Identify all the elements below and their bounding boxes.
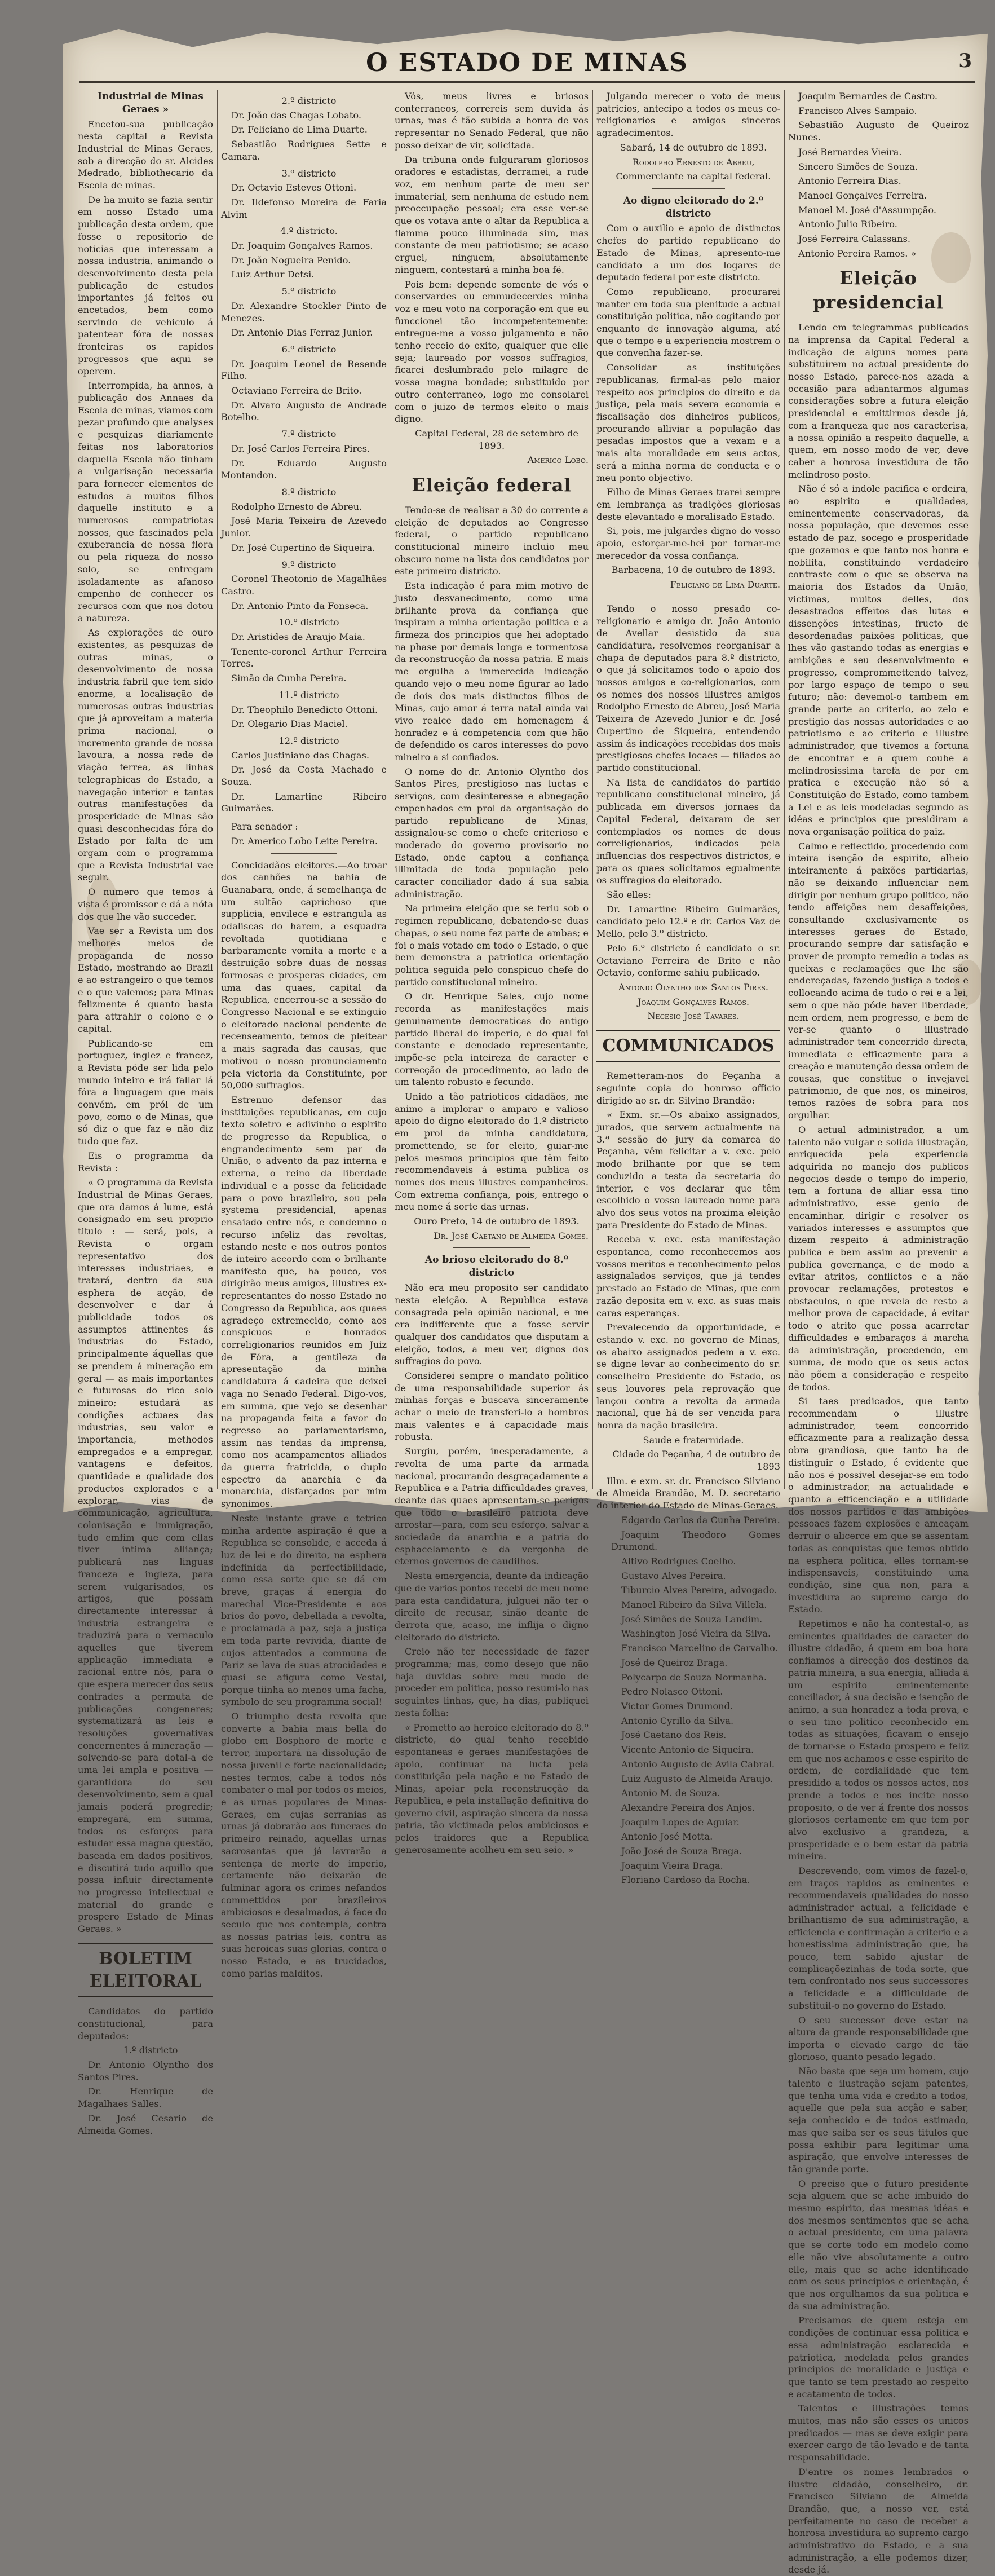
paragraph: O nome do dr. Antonio Olyntho dos Santos Pires, prestigioso nas luctas e serviços, com desinteresse e abnegação empenhados em prol da organisação do partido republicano de Minas, assignalou-se como o chefe criterioso e moderado do governo provisorio no Estado, onde captou a confiança illimitada de toda população pelo caracter conciliador dado á sua sabia administração. xyxy=(395,766,589,899)
signatory-list xyxy=(788,90,969,259)
candidate-name: Dr. José da Costa Machado e Souza. xyxy=(221,764,387,788)
signatory-name: José Bernardes Vieira. xyxy=(798,146,902,157)
paragraph: Estrenuo defensor das instituições republicanas, em cujo texto soletro e adivinho o espirito de progresso da Republica, o engrandecimento sem par da União, o advento da paz interna e externa, o reino da liberdade individual e a posse da felicidade para o povo brazileiro, sou pela systema presidencial, apenas ensaiado entre nós, e condemno o recurso infeliz das revoltas, estando neste e nos outros pontos de inteiro accordo com o brilhante manifesto que, ha pouco, vos dirigirão meus amigos, illustres ex-representantes do nosso Estado no Congresso da Republica, aos quaes agradeço extremecido, como aos conspicuos e honrados correligionarios reunidos em Juiz de Fóra, a gentileza da apresentação da minha candidatura á cadeira que deixei vaga no Senado Federal. Digo-vos, em summa, que vejo se desenhar na propaganda feita a favor do regresso ao parlamentarismo, assim nas tendas da imprensa, como nos acampamentos alliados da guerra fratricida, o duplo espectro da anarchia e da monarchia, disfarçados por mim synonimos. xyxy=(221,1094,387,1510)
paragraph: Talentos e illustrações temos muitos, mas não são esses os unicos predicados — mas se deve exigir para exercer cargo de tão levado e de tanta responsabilidade. xyxy=(788,2403,969,2463)
column-2 xyxy=(221,90,387,1979)
candidate-name: Dr. José Cesario de Almeida Gomes. xyxy=(78,2112,213,2136)
candidate-name: Dr. Eduardo Augusto Montandon. xyxy=(221,457,387,481)
paragraph: Julgando merecer o voto de meus patricios, antecipo a todos os meus co-religionarios e amigos sinceros agradecimentos. xyxy=(596,91,780,139)
signatory-name: Manoel M. José d'Assumpção. xyxy=(798,204,937,215)
paragraph: Consolidar as instituições republicanas, firmal-as pelo maior respeito aos principios do direito e da justiça, pela mais severa economia e fiscalisação dos dinheiros publicos, procurando alliviar a população das pesadas impostos que a vexam e a mais alta moralidade em seus actos, será a minha norma de conducta e o meu ponto objectivo. xyxy=(596,362,780,483)
paragraph: Tendo o nosso presado co-religionario e amigo dr. João Antonio de Avellar desistido da sua candidatura, resolvemos reorganisar a chapa de deputados para 8.º districto, o que já solicitamos todo o apoio dos nossos amigos e co-religionarios, com os nomes dos nossos illustres amigos Rodolpho Ernesto de Abreu, José Maria Teixeira de Azevedo Junior e dr. José Cupertino de Siqueira, entendendo assim ás indicações recebidas dos mais prestigiosos chefes locaes — filiados ao partido constitucional. xyxy=(596,603,780,773)
paragraph: O triumpho desta revolta que converte a bahia mais bella do globo em Bosphoro de morte e terror, importará na dissolução de nossa juvenil e forte nacionalidade; nestes termos, cabe á todos nós combater o mal por todos os meios, e as urnas populares de Minas-Geraes, em cujas serranias as urnas já dobrarão aos funeraes do primeiro reinado, aquellas urnas sacrosantas que já lavrarão a sentença de morte do imperio, certamente não deixarão de fulminar agora os crimes nefandos commettidos por brazileiros ambiciosos e desalmados, á face do seculo que nos contempla, contra as nossas patrias leis, contra as suas heroicas suas glorias, contra o nosso Estado, e as trucidados, como parias malditos. xyxy=(221,1711,387,1979)
candidate-name: Dr. Alvaro Augusto de Andrade Botelho. xyxy=(221,399,387,423)
candidate-name: Dr. Feliciano de Lima Duarte. xyxy=(231,124,368,135)
district-label: 2.º districto xyxy=(281,95,337,106)
header-rule xyxy=(79,81,975,83)
signature: Americo Lobo. xyxy=(527,455,589,466)
dateline: Sabará, 14 de outubro de 1893. xyxy=(620,142,767,153)
signatory-name: Manoel Gonçalves Ferreira. xyxy=(798,189,927,201)
column-5 xyxy=(788,90,969,2575)
signatory-name: Victor Gomes Drumond. xyxy=(621,1700,733,1712)
district-list xyxy=(221,95,387,815)
dateline: Barbacena, 10 de outubro de 1893. xyxy=(611,564,776,576)
boletim-heading: BOLETIM ELEITORAL xyxy=(78,1943,213,1997)
paragraph: Com o auxilio e apoio de distinctos chefes do partido republicano do Estado de Minas, apresento-me candidato a um dos logares de deputado federal por este districto. xyxy=(596,223,780,283)
signatory-name: Washington José Vieira da Silva. xyxy=(621,1628,771,1639)
candidate-name: Dr. Joaquim Gonçalves Ramos. xyxy=(231,240,373,252)
page-number: 3 xyxy=(958,50,972,72)
masthead: O ESTADO DE MINAS xyxy=(366,48,688,77)
dateline: Cidade do Peçanha, 4 de outubro de 1893 xyxy=(612,1449,780,1472)
candidate-name: Simão da Cunha Pereira. xyxy=(231,673,347,684)
boletim-intro: Candidatos do partido constitucional, para deputados: xyxy=(78,2006,213,2041)
article-body xyxy=(788,321,969,2576)
paragraph: Não era meu proposito ser candidato nesta eleição. A Republica estava consagrada pela opinião nacional, e me era indifferente que a fosse servir qualquer dos candidatos que disputam a eleição, todos, a meu ver, dignos dos suffragios do povo. xyxy=(395,1282,589,1367)
paragraph: O seu successor deve estar na altura da grande responsabilidade que importa o elevado cargo de tão glorioso, quanto pesado legado. xyxy=(788,2014,969,2062)
paragraph: Pelo 6.º districto é candidato o sr. Octaviano Ferreira de Brito e não Octavio, conforme sahiu publicado. xyxy=(596,942,780,978)
signatory-name: Floriano Cardoso da Rocha. xyxy=(621,1874,750,1886)
candidate-name: Carlos Justiniano das Chagas. xyxy=(231,749,370,761)
signature: Feliciano de Lima Duarte. xyxy=(670,579,780,590)
signature: Joaquim Gonçalves Ramos. xyxy=(637,996,750,1007)
district-label: 7.º districto xyxy=(281,429,337,440)
candidate-name: Dr. Henrique de Magalhaes Salles. xyxy=(78,2086,213,2110)
candidate-name: José Maria Teixeira de Azevedo Junior. xyxy=(221,515,387,539)
district-label: 6.º districto xyxy=(281,343,337,355)
paragraph: Si, pois, me julgardes digno do vosso apoio, esforçar-me-hei por tornar-me merecedor da vossa confiança. xyxy=(596,526,780,561)
paragraph: Saude e fraternidade. xyxy=(643,1434,744,1445)
section-heading: Eleição presidencial xyxy=(812,267,944,314)
paragraph: Interrompida, ha annos, a publicação dos Annaes da Escola de minas, viamos com pezar profundo que analyses e pesquizas diariamente feitas nos laboratorios daquella Escola não tinham a vulgarisação necessaria para fornecer elementos de estudos a muitos filhos daquelle instituto e a numerosos compatriotas nossos, que fascinados pela exuberancia de nossa flora ou pela riqueza do nosso solo, se entregam isoladamente as afanoso empenho de conhecer os recursos com que nos dotou a natureza. xyxy=(78,380,213,624)
signatory-name: José de Queiroz Braga. xyxy=(621,1657,728,1668)
paragraph: Como republicano, procurarei manter em toda sua plenitude a actual constituição politica, não cogitando por enquanto de innovação alguma, até que o tempo e a experiencia mostrem o que convenha fazer-se. xyxy=(596,286,780,359)
paragraph: Prevalecendo da opportunidade, e estando v. exc. no governo de Minas, os abaixo assignados pedem a v. exc. se digne levar ao conhecimento do sr. conselheiro Presidente do Estado, os seus louvores pela reprovação que lançou contra a revolta da armada nacional, que há de ser vencida para honra da nação brasileira. xyxy=(596,1322,780,1431)
paragraph: Na primeira eleição que se feriu sob o regimen republicano, debatendo-se duas chapas, o seu nome fez parte de ambas; e foi o mais votado em todo o Estado, o que bem demonstra a patriotica orientação politica seguida pelo conspicuo chefe do partido constitucional mineiro. xyxy=(395,903,589,987)
paragraph: Surgiu, porém, inesperadamente, a revolta de uma parte da armada nacional, procurando desgraçadamente a Republica e a Patria difficuldades graves, deante das quaes apresentam-se perigos que todo o brasileiro patriota deve arrostar—para, com seu esforço, salvar a sociedade da anarchia e a patria do esphacelamento e da vergonha de eternos governos de caudilhos. xyxy=(395,1446,589,1567)
candidate-name: Octaviano Ferreira de Brito. xyxy=(231,385,362,396)
paragraph: São elles: xyxy=(607,889,651,901)
column-rule xyxy=(217,90,218,1489)
signatory-name: Joaquim Vieira Braga. xyxy=(621,1860,723,1871)
candidate-name: Dr. Octavio Esteves Ottoni. xyxy=(231,182,357,193)
senador-label: Para senador : xyxy=(231,821,298,832)
signature: Necesio José Tavares. xyxy=(647,1011,740,1022)
district-label: 3.º districto xyxy=(281,167,337,179)
signatory-name: Francisco Marcelino de Carvalho. xyxy=(621,1643,778,1654)
candidate-name: Coronel Theotonio de Magalhães Castro. xyxy=(221,574,387,597)
separator xyxy=(271,853,337,854)
paragraph: De ha muito se fazia sentir em nosso Estado uma publicação desta ordem, que fosse o repositorio de noticias que interessam a nossa industria, animando o desenvolvimento desta pela publicação de estudos importantes já feitos ou encetados, bem como servindo de vehiculo á patentear fóra de nossas fronteiras os rapidos progressos que aqui se operem. xyxy=(78,194,213,377)
signatory-name: Sebastião Augusto de Queiroz Nunes. xyxy=(788,120,969,143)
signatory-name: Alexandre Pereira dos Anjos. xyxy=(621,1802,755,1813)
communicados-heading: COMMUNICADOS xyxy=(596,1030,780,1062)
paragraph: Descrevendo, com vimos de fazel-o, em traços rapidos as eminentes e recommendaveis qualidades do nosso administrador actual, a felicidade e brilhantismo de sua administração, a efficiencia e confirmação a criterio e a honestissima administração que, ha pouco, tem sabido ajustar de complicaçõezinhas de toda sorte, que tem confrontado nos seus successores a felicidade e a difficuldade de substituil-o no governo do Estado. xyxy=(788,1865,969,2011)
signatory-name: Tiburcio Alves Pereira, advogado. xyxy=(621,1585,777,1596)
paragraph: As explorações de ouro existentes, as pesquizas de outras minas, o desenvolvimento de nossa industria fabril que tem sido enorme, a localisação de numerosas outras industrias que já aproveitam a materia prima nacional, o incremento grande de nossa lavoura, a nossa rede de viação ferrea, as linhas telegraphicas do Estado, a navegação interior e tantas outras manifestações da prosperidade de Minas são quasi desconhecidas fóra do Estado por falta de um orgam com o programma que a Revista Industrial vae seguir. xyxy=(78,627,213,883)
candidate-name: Dr. Lamartine Ribeiro Guimarães. xyxy=(221,791,387,814)
signatory-name: Antonio Julio Ribeiro. xyxy=(798,219,897,230)
paragraph: Encetou-sua publicação nesta capital a Revista Industrial de Minas Geraes, sob a direcção do sr. Alcides Medrado, bibliothecario da Escola de minas. xyxy=(78,118,213,191)
paragraph: Esta indicação é para mim motivo de justo desvanecimento, como uma brilhante prova da confiança que inspiram a minha orientação politica e a firmeza dos principios que hei adoptado na phase por demais longa e tormentosa da reconstrucção da nossa patria. E mais me orgulha a immerecida indicação quando vejo o meu nome figurar ao lado de dois dos mais distinctos filhos de Minas, cujo amor á terra natal ainda vai vivo realce dado em homenagem á honradez e á competencia com que hão de defendido os caros interesses do povo mineiro a si confiados. xyxy=(395,580,589,763)
district-label: 8.º districto xyxy=(281,486,337,497)
signature: Dr. José Caetano de Almeida Gomes. xyxy=(433,1230,589,1241)
signatory-name: Edgardo Carlos da Cunha Pereira. xyxy=(621,1514,780,1525)
signature: Rodolpho Ernesto de Abreu, xyxy=(632,156,755,167)
signatory-name: Antonio Ferreira Dias. xyxy=(798,175,901,187)
signatory-name: José Caetano dos Reis. xyxy=(621,1730,727,1741)
candidate-name: Dr. Antonio Pinto da Fonseca. xyxy=(231,600,369,611)
paragraph: Dr. Lamartine Ribeiro Guimarães, candidato pelo 12.º e dr. Carlos Vaz de Mello, pelo 3.º districto. xyxy=(596,903,780,939)
signatory-name: Antonio M. de Souza. xyxy=(621,1788,720,1799)
paragraph: Lendo em telegrammas publicados na imprensa da Capital Federal a indicação de alguns nomes para substituirem no actual presidente do nosso Estado, parece-nos azada a occasião para adiantarmos algumas considerações sobre a futura eleição presidencial e emittirmos desde já, com a franqueza que nos caracterisa, a nossa opinião a respeito daquelle, a quem, em nosso modo de ver, deve caber a honrosa investidura de tão melindroso posto. xyxy=(788,322,969,480)
paragraph: Unido a tão patrioticos cidadãos, me animo a implorar o amparo e valioso apoio do digno eleitorado do 1.º districto em prol da minha candidatura, promettendo, se for eleito, guiar-me pelos mesmos principios que têm feito recommendaveis á estima publica os nomes dos meus illustres companheiros. Com extrema confiança, pois, entrego o meu nome á sorte das urnas. xyxy=(395,1091,589,1212)
article-title: Industrial de Minas Geraes » xyxy=(98,91,204,115)
paragraph: Considerei sempre o mandato politico de uma responsabilidade superior ás minhas forças e buscava sinceramente achar o meio de transferi-lo a hombros mais valentes e á capacidade mais robusta. xyxy=(395,1370,589,1443)
paragraph: Não basta que seja um homem, cujo talento e ilustração sejam patentes, que tenha uma vida e credito a todos, aquelle que pela sua acção e saber, seja conhecido e de todos estimado, mas que saiba ser os seus titulos que possa exhibir para legitimar uma aspiração, que envolve interesses de tão grande porte. xyxy=(788,2066,969,2174)
paragraph: Da tribuna onde fulguraram gloriosos oradores e estadistas, derramei, a rude voz, em nenhum parte de meu ser immaterial, sem nenhuma de estudo nem preoccupação pessoal; era esse ver-se que os votava ante o altar da Republica a flamma pouco illuminada sim, mas constante de meu patriotismo; se acaso erguei, ninguem, absolutamente ninguem, contestará a minha boa fé. xyxy=(395,154,589,275)
paragraph: Concidadãos eleitores.—Ao troar dos canhões na bahia de Guanabara, onde, á semelhança de um sultão caprichoso que supplicia, envilece e estrangula as odaliscas do harem, a esquadra revoltada quotidiana e barbaramente vomita a morte e a destruição sobre duas de nossas formosas e prosperas cidades, em uma das quaes, capital da Republica, encerrou-se a sessão do Congresso Nacional e se extinguio o eleitorado nacional pendente de recenseamento, temos de pleitear a mais sagrada das causas, que motivou o nosso pronunciamento pela victoria da Constituinte, por 50,000 suffragios. xyxy=(221,859,387,1091)
candidate-name: Rodolpho Ernesto de Abreu. xyxy=(231,501,362,512)
paragraph: Remetteram-nos do Peçanha a seguinte copia do honroso officio dirigido ao sr. dr. Silvino Brandão: xyxy=(596,1070,780,1106)
candidate-name: Dr. Theophilo Benedicto Ottoni. xyxy=(231,704,378,715)
signatory-name: Antonio Cyrillo da Silva. xyxy=(621,1715,734,1726)
signatory-name: Antonio José Motta. xyxy=(621,1831,713,1842)
district-label: 11.º districto xyxy=(278,689,339,700)
candidate-name: Sebastião Rodrigues Sette e Camara. xyxy=(221,139,387,162)
candidate-name: Dr. Ildefonso Moreira de Faria Alvim xyxy=(221,196,387,220)
candidate-name: Luiz Arthur Detsi. xyxy=(231,269,315,280)
signatory-name: Luiz Augusto de Almeida Araujo. xyxy=(621,1773,773,1784)
signatory-name: José Ferreira Calassans. xyxy=(798,233,910,245)
candidate-name: Dr. Olegario Dias Maciel. xyxy=(231,718,348,730)
paragraph: Neste instante grave e tetrico minha ardente aspiração é que a Republica se consolide, e acceda á luz de lei e do direito, na esphera indefinida da perfectibilidade, como essa sorte que se dá em breve, graças á energia do marechal Vice-Presidente e aos brios do povo, debellada a revolta, e proclamada a paz, seja a justiça em toda parte revivida, diante de cujos attentados a communa de Pariz se lava de suas atrocidades e quasi se afigura como Vestal, porque tiinha ao menos uma facha, symbolo de seu programma social! xyxy=(221,1512,387,1708)
candidate-name: Dr. Alexandre Stockler Pinto de Menezes. xyxy=(221,300,387,324)
column-rule xyxy=(592,90,593,1489)
candidate-name: Dr. José Carlos Ferreira Pires. xyxy=(231,443,370,454)
paragraph: Filho de Minas Geraes trarei sempre em lembrança as tradições gloriosas deste elevantado e moralisado Estado. xyxy=(596,487,780,522)
district-label: 9.º districto xyxy=(281,559,337,570)
article-body xyxy=(78,118,213,1935)
signatory-name: Joaquim Bernardes de Castro. xyxy=(798,91,938,102)
paragraph: Si taes predicados, que tanto recommendam o illustre administrador, teem concorrido efficazmente para a realização dessa obra grandiosa, que tanto ha de distinguir o Estado, é evidente que não nos é possivel desejar-se em todo o administrador, na actualidade e quanto a efficenciação e a utilidade dos nossos partidos e das ambições pessoaes fazem explosões e ameaçam derruir o alicerce em que se assentam todas as conquistas que temos obtido na esphera politica, elles tornam-se indispensaveis, constituindo uma condição, sine qua non, para a investidura ao supremo cargo do Estado. xyxy=(788,1396,969,1615)
candidate-name: Dr. Aristides de Araujo Maia. xyxy=(231,632,365,643)
paragraph: Pois bem: depende somente de vós o conservardes ou emmudecerdes minha voz e meu voto na corporação em que eu funccionei tão incompetentemente: entregue-me a vosso julgamento e não tenho receio do exito, qualquer que elle seja; laureado por vossos suffragios, ficarei deslumbrado pelo milagre de vossa magna bondade; substituido por outro conterraneo, logo me consolarei com o juizo de termos eleito o mais digno. xyxy=(395,279,589,425)
district-label: 4.º districto. xyxy=(280,226,338,237)
paragraph: Repetimos e não ha contestal-o, as eminentes qualidades de caracter do illustre cidadão, á quem em boa hora confiamos a direcção dos destinos da patria mineira, a sua energia, alliada á um espirito eminentemente conciliador, á sua decisão e isenção de animo, a sua honradez a toda prova, e o seu tino politico reconhecido em todas as situações, ficavam o ensejo de tornar-se o Estado prospero e feliz em que nos achamos e esse espirito de ordem, de cordialidade que tem presidido a todos os nossos actos, nos prende a todos e nos incite nosso proposito, o de ver á frente dos nossos gloriosos certamente em que tem por alvo exclusivo a grandeza, a prosperidade e o bem estar da patria mineira. xyxy=(788,1618,969,1862)
separator xyxy=(453,1247,530,1248)
district-label: 5.º districto xyxy=(281,286,337,297)
candidate-name: Dr. João das Chagas Lobato. xyxy=(231,109,362,121)
paragraph: D'entre os nomes lembrados o ilustre cidadão, conselheiro, dr. Francisco Silviano de Almeida Brandão, que, a nosso ver, está perfeitamente no caso de receber a honrosa investidura ao supremo cargo administrativo do Estado, e a sua administração, a elle podemos dizer, desde já. xyxy=(788,2466,969,2575)
signatory-name: Altivo Rodrigues Coelho. xyxy=(621,1555,736,1567)
candidate-name: Tenente-coronel Arthur Ferreira Torres. xyxy=(221,646,387,669)
candidate-name: Dr. José Cupertino de Siqueira. xyxy=(231,542,375,553)
section-heading: Eleição federal xyxy=(412,474,572,496)
candidate-name: Dr. João Nogueira Penido. xyxy=(231,254,351,266)
paragraph: « Prometto ao heroico eleitorado do 8.º districto, do qual tenho recebido espontaneas e geraes manifestações de apoio, continuar na lucta pela constituição pela nação e no Estado de Minas, apoiar pela reconstrucção da Republica, e pela installação definitiva do governo civil, aspiração sincera da nossa patria, tão victimada pelos ambiciosos e pelos traidores que a Republica generosamente acolheu em seu seio. » xyxy=(395,1722,589,1855)
signatory-name: Gustavo Alves Pereira. xyxy=(621,1570,726,1581)
paragraph: Vae ser a Revista um dos melhores meios de propaganda de nosso Estado, mostrando ao Brazil e ao estrangeiro o que temos e o que valemos; para Minas felizmente é quanto basta para attrahir o colono e o capital. xyxy=(78,925,213,1034)
dateline: Capital Federal, 28 de setembro de 1893. xyxy=(415,427,578,451)
paragraph: Receba v. exc. esta manifestação espontanea, como reconhecemos aos vossos meritos e reconhecimento pelos assignalados serviços, que já tendes prestado ao Estado de Minas, que com razão deposita em v. exc. as suas mais caras esperanças. xyxy=(596,1234,780,1318)
district-label: 10.º districto xyxy=(278,617,339,628)
signatory-name: Sincero Simões de Souza. xyxy=(798,161,918,172)
paragraph: O preciso que o futuro presidente seja alguem que se ache imbuido do mesmo espirito, das mesmas idéas e dos mesmos sentimentos que se acha o actual presidente, em uma palavra que se corte todo em modelo como elle não vive absolutamente a outro elle, mais que se ache identificado com os seus principios e orientação, é que nos orgulhamos da sua politica e da sua administração. xyxy=(788,2178,969,2312)
paragraph: « O programma da Revista Industrial de Minas Geraes, que ora damos á lume, está consignado em seu proprio titulo : — será, pois, a Revista o orgam representativo dos interesses industriaes, e tratará, dentro da sua esphera de acção, de desenvolver e dar á publicidade todos os assumptos attinentes ás industrias do Estado, principalmente áquellas que se prendem á mineração em geral — as mais importantes e futurosas do rico solo mineiro; estudará as condições actuaes das industrias, seu valor e importancia, methodos empregados e a empregar, vantagens e defeitos, quantidade e qualidade dos productos explorados e a explorar, vias de communicação, agricultura, colonisação e immigração, tudo emfim que com ellas tiver intima alliança; publicará nas linguas franceza e ingleza, para serem vulgarisados, os artigos, que possam directamente interessar á industria estrangeira e traduzirá para o vernaculo aquelles que tiverem applicação immediata e racional entre nós, para o que espera merecer dos seus confrades a permuta de publicações congeneres; systematizará as leis e resoluções governativas concernentes á mineração — solvendo-se para dotal-a de uma lei ampla e positiva — garantidora do seu desenvolvimento, sem a qual jamais poderá progredir; empregará, em summa, todos os esforços para estudar essa magna questão, baseada em dados positivos, e discutirá tudo aquillo que possa influir directamente no progresso intellectual e material do grande e prospero Estado de Minas Geraes. » xyxy=(78,1177,213,1935)
column-rule xyxy=(784,90,785,1489)
signatory-name: Francisco Alves Sampaio. xyxy=(798,105,917,116)
paragraph: Nesta emergencia, deante da indicação que de varios pontos recebi de meu nome para esta candidatura, julguei não ter o direito de recusar, sinão deante de derrota que, acaso, me inflija o digno eleitorado do districto. xyxy=(395,1571,589,1643)
candidate-name: Dr. Antonio Dias Ferraz Junior. xyxy=(231,327,373,338)
senador-name: Dr. Americo Lobo Leite Pereira. xyxy=(231,835,378,846)
section-heading: Ao digno eleitorado do 2.º districto xyxy=(623,195,764,219)
signatory-name: José Simões de Souza Landim. xyxy=(621,1613,763,1625)
signatory-name: Joaquim Lopes de Aguiar. xyxy=(621,1816,740,1828)
paragraph: Publicando-se em portuguez, inglez e francez, a Revista póde ser lida pelo mundo inteiro e irá fallar lá fóra a linguagem que mais convém, em pról de um povo, como o de Minas, que só diz o que faz e não diz tudo que faz. xyxy=(78,1038,213,1147)
paragraph: Na lista de candidatos do partido republicano constitucional mineiro, já publicada em diversos jornaes da Capital Federal, deixaram de ser contemplados os nomes de dous correligionarios, indicados pela influencias dos respectivos districtos, e para os quaes solicitamos egualmente os suffragios do eleitorado. xyxy=(596,777,780,886)
separator xyxy=(652,188,725,189)
signatory-name: Polycarpo de Souza Normanha. xyxy=(621,1671,767,1683)
candidate-name: Dr. Joaquim Leonel de Resende Filho. xyxy=(221,358,387,382)
signature: Antonio Olyntho dos Santos Pires. xyxy=(618,981,769,993)
paragraph: O numero que temos á vista é promissor e dá a nóta dos que lhe vão succeder. xyxy=(78,886,213,922)
paragraph: « Exm. sr.—Os abaixo assignados, jurados, que servem actualmente na 3.ª sessão do jury da comarca do Peçanha, vêm felicitar a v. exc. pelo modo brilhante por que se tem conduzido a testa da secretaria do interior, e vos declarar que têm escolhido o vosso laureado nome para alvo dos seus votos na proxima eleição para Presidente do Estado de Minas. xyxy=(596,1109,780,1230)
paragraph: Eis o programma da Revista : xyxy=(78,1150,213,1174)
paragraph: Vós, meus livres e briosos conterraneos, correreis sem duvida ás urnas, mas é tão subida a honra de vos representar no Senado Federal, que não posso deixar de vir, solicitada. xyxy=(395,91,589,151)
district-label: 1.º districto xyxy=(123,2045,178,2056)
column-4 xyxy=(596,90,780,1886)
paragraph: O actual administrador, a um talento não vulgar e solida illustração, enriquecida pela experiencia adquirida no manejo dos publicos negocios desde o tempo do imperio, tem a fortuna de alliar essa tino administrativo, esse genio de encaminhar, dirigir e resolver os variados interesses e assumptos que dizem respeito á administração publica e bem assim ao prevenir a publica governança, e de modo a evitar atritos, conflictos e a não provocar reclamações, protestos e obstaculos, o que revela de resto a melhor prova de capacidade, á evitar todo o atrito que possa acarretar difficuldades e embaraços á marcha da administração, procedendo, em summa, de modo que os seus actos não põem a consideração e respeito de todos. xyxy=(788,1124,969,1392)
signatory-name: Manoel Ribeiro da Silva Villela. xyxy=(621,1599,767,1611)
candidate-name: Dr. Antonio Olyntho dos Santos Pires. xyxy=(78,2059,213,2083)
signatory-list xyxy=(596,1514,780,1886)
paragraph: Illm. e exm. sr. dr. Francisco Silviano de Almeida Brandão, M. D. secretario do interior do Estado de Minas-Geraes. xyxy=(596,1475,780,1511)
signatory-name: João José de Souza Braga. xyxy=(621,1846,742,1857)
signatory-name: Antonio Pereira Ramos. » xyxy=(798,248,917,259)
signatory-name: Antonio Augusto de Avila Cabral. xyxy=(621,1758,775,1770)
paragraph: Precisamos de quem esteja em condições de continuar essa politica e essa administração esclarecida e patriotica, modelada pelos grandes principios de moralidade e justiça e que tanto se tem prestado ao respeito e acatamento de todos. xyxy=(788,2315,969,2399)
district-label: 12.º districto xyxy=(278,735,339,746)
column-3 xyxy=(395,90,589,1855)
signature-title: Commerciante na capital federal. xyxy=(616,171,771,182)
paragraph: Tendo-se de realisar a 30 do corrente a eleição de deputados ao Congresso federal, o partido republicano constitucional mineiro incluio meu obscuro nome na lista dos candidatos por este primeiro districto. xyxy=(395,504,589,577)
signatory-name: Vicente Antonio de Siqueira. xyxy=(621,1744,754,1755)
dateline: Ouro Preto, 14 de outubro de 1893. xyxy=(414,1216,580,1227)
column-1 xyxy=(78,90,213,2136)
paragraph: Não é só a indole pacifica e ordeira, ao espirito e qualidades, eminentemente conservadoras, da nossa população, que devemos esse estado de paz, socego e prosperidade que gozamos e que tanto nos honra e nobilita, constituindo verdadeiro contraste com o que se observa na maioria dos Estados da União, victimas, muitos delles, dos desastrados effeitos das lutas e dissenções intestinas, fructo de desordenadas paixões politicas, que lhes vão gastando todas as energias e ambições e seu desenvolvimento e progresso, comprommettendo talvez, por largo espaço de tempo o seu futuro; não: devemol-o tambem em grande parte ao criterio, ao zelo e prestigio das nossas autoridades e ao patriotismo e ao criterio e illustre administrador, que tivemos a fortuna de encontrar e a quem coube a melindrosissima tarefa de por em pratica e execução não só a Constituição do Estado, como tambem a Lei e as leis modeladas segundo as idéas e principios que presidiram a nova organisação politica do paiz. xyxy=(788,483,969,837)
paragraph: Calmo e reflectido, procedendo com inteira isenção de espirito, alheio inteiramente á paixões partidarias, não se deixando influenciar nem dirigir por nenhum grupo politico, não tendo affeições nem desaffeições, consultando exclusivamente os interesses geraes do Estado, procurando sempre dar satisfação e prover de prompto remedio a todas as queixas e reclamações que lhe são endereçadas, fazendo justiça a todos e collocando acima de tudo o rei e a lei, sem o que não póde haver liberdade, nem ordem, nem progresso, e bem de ver-se quanto o illustrado administrador tem concorrido directa, immediata e efficazmente para a creação e manutenção dessa ordem de cousas, que constitue o invejavel patrimonio, de que nos, os mineiros, temos razões de sobra para nos orgulhar. xyxy=(788,840,969,1121)
page-header xyxy=(79,44,975,83)
paragraph: O dr. Henrique Sales, cujo nome recorda as manifestações mais genuinamente democraticas do antigo partido liberal do imperio, e do qual foi constante e denodado representante, impõe-se pela inteireza de caracter e correcção de procedimento, ao lado de um talento robusto e fecundo. xyxy=(395,991,589,1088)
section-heading: Ao brioso eleitorado do 8.º districto xyxy=(424,1254,569,1279)
paragraph: Creio não ter necessidade de fazer programma; mas, como desejo que não haja duvidas sobre meu modo de proceder em politica, posso resumi-lo nas seguintes linhas, que, ha dias, publiquei nesta folha: xyxy=(395,1646,589,1718)
signatory-name: Joaquim Theodoro Gomes Drumond. xyxy=(611,1529,780,1552)
signatory-name: Pedro Nolasco Ottoni. xyxy=(621,1686,723,1697)
